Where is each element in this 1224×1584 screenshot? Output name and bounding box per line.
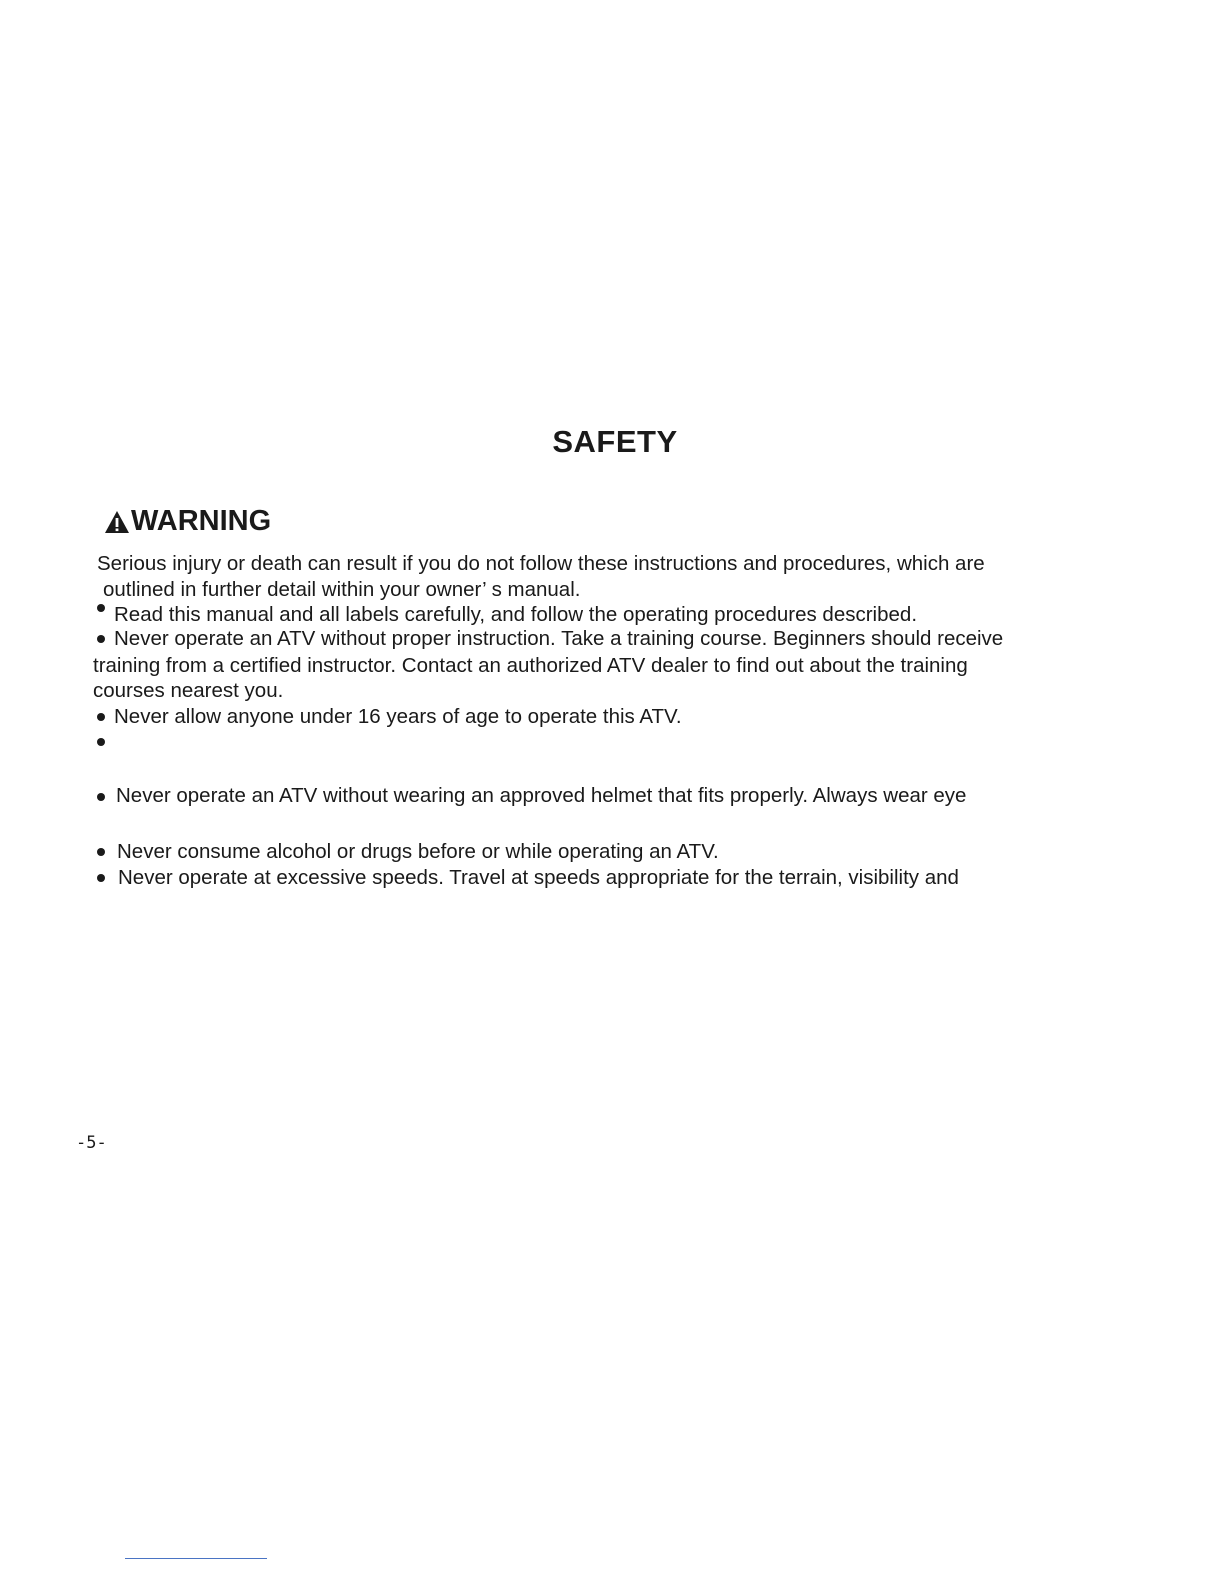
bullet-alcohol: Never consume alcohol or drugs before or while operating an ATV. — [117, 840, 719, 863]
warning-label: WARNING — [131, 505, 272, 537]
warning-triangle-icon — [104, 510, 130, 534]
bullet-helmet: Never operate an ATV without wearing an approved helmet that fits properly. Always wear eye — [116, 784, 967, 807]
bullet-speed: Never operate at excessive speeds. Travel at speeds appropriate for the terrain, visibility and — [118, 866, 959, 889]
bullet-dot — [97, 874, 105, 882]
page-number: -5- — [76, 1133, 107, 1153]
bullet-dot — [97, 848, 105, 856]
bullet-dot — [97, 713, 105, 721]
page-title: SAFETY — [552, 424, 678, 459]
intro-line-1: Serious injury or death can result if you do not follow these instructions and procedures, which are — [97, 552, 985, 575]
bullet-read-manual: Read this manual and all labels carefully, and follow the operating procedures described. — [114, 603, 918, 626]
bullet-instruction-line-2: training from a certified instructor. Contact an authorized ATV dealer to find out about the training — [93, 654, 968, 677]
bottom-rule — [125, 1558, 267, 1559]
bullet-dot — [97, 635, 105, 643]
bullet-dot — [97, 738, 105, 746]
bullet-instruction-line-1: Never operate an ATV without proper instruction. Take a training course. Beginners should receive — [114, 627, 1004, 650]
bullet-age: Never allow anyone under 16 years of age to operate this ATV. — [114, 705, 682, 728]
bullet-dot — [97, 604, 105, 612]
intro-line-2: outlined in further detail within your owner’ s manual. — [103, 578, 581, 601]
bullet-dot — [97, 793, 105, 801]
warning-heading — [104, 505, 271, 538]
bullet-instruction-line-3: courses nearest you. — [93, 679, 284, 702]
